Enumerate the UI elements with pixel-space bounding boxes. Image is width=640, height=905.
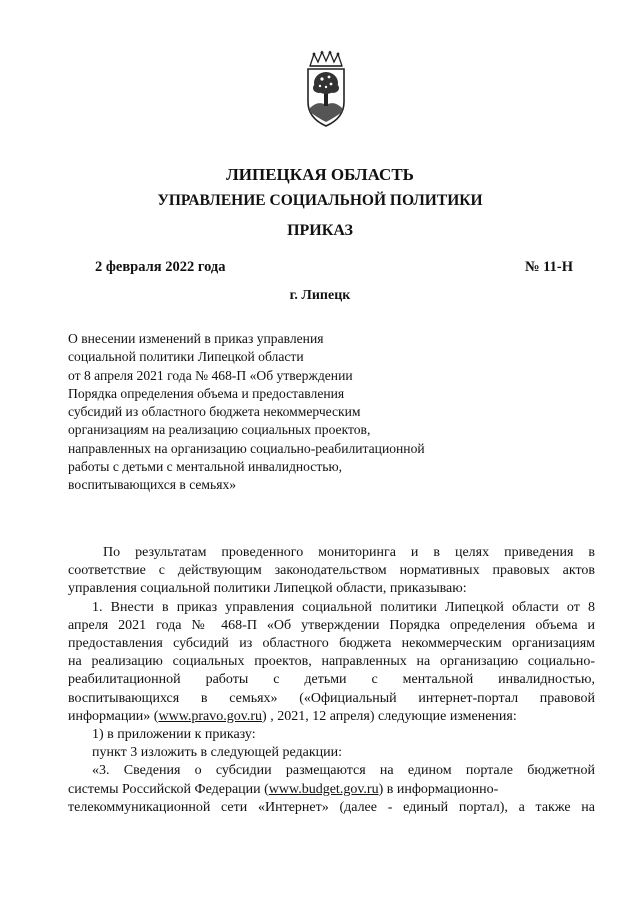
budget-link[interactable]: www.budget.gov.ru <box>268 781 379 797</box>
pravo-link[interactable]: www.pravo.gov.ru <box>158 708 263 724</box>
body-line: реабилитационной работы с детьми с ментальной инвалидностью, <box>68 672 595 688</box>
body-line: 1. Внести в приказ управления социальной политики Липецкой области от 8 <box>92 599 595 615</box>
subject-line: социальной политики Липецкой области <box>68 349 304 365</box>
body-line: 1) в приложении к приказу: <box>92 727 256 743</box>
body-line: пункт 3 изложить в следующей редакции: <box>92 745 342 761</box>
body-line: апреля 2021 года № 468-П «Об утверждении Порядка определения объема и <box>68 617 595 633</box>
document-date: 2 февраля 2022 года <box>95 259 226 275</box>
body-line: воспитывающихся в семьях» («Официальный интернет-портал правовой <box>68 690 595 706</box>
subject-line: О внесении изменений в приказ управления <box>68 331 324 346</box>
document-subject <box>68 330 425 495</box>
body-line <box>68 708 595 726</box>
subject-line: организациям на реализацию социальных проектов, <box>68 422 371 438</box>
body-line: По результатам проведенного мониторинга и в целях приведения в <box>103 545 595 560</box>
body-text: ) , 2021, 12 апреля) следующие изменения: <box>262 708 517 724</box>
body-line: на реализацию социальных проектов, направленных на организацию социально- <box>68 654 595 670</box>
document-city: г. Липецк <box>289 288 351 303</box>
body-line: управления социальной политики Липецкой области, приказываю: <box>68 581 467 597</box>
body-text: информации» ( <box>68 708 159 724</box>
region-title: ЛИПЕЦКАЯ ОБЛАСТЬ <box>226 165 414 184</box>
body-line <box>68 781 595 799</box>
subject-line: воспитывающихся в семьях» <box>68 477 237 493</box>
department-title: УПРАВЛЕНИЕ СОЦИАЛЬНОЙ ПОЛИТИКИ <box>157 192 483 209</box>
subject-line: субсидий из областного бюджета некоммерческим <box>68 404 361 420</box>
body-line: «3. Сведения о субсидии размещаются на едином портале бюджетной <box>92 763 595 779</box>
document-body <box>68 544 595 817</box>
body-line: предоставления субсидий из областного бюджета некоммерческим организациям <box>68 636 595 652</box>
document-type: ПРИКАЗ <box>287 222 353 239</box>
subject-line: Порядка определения объема и предоставления <box>68 385 345 401</box>
subject-line: работы с детьми с ментальной инвалидностью, <box>68 459 343 475</box>
subject-line: от 8 апреля 2021 года № 468-П «Об утверждении <box>68 367 353 383</box>
coat-of-arms-icon <box>298 50 354 128</box>
body-text: системы Российской Федерации (www.budget.gov.ru) в информационно- <box>68 781 499 797</box>
body-line: соответствие с действующим законодательством нормативных правовых актов <box>68 563 595 579</box>
subject-line: направленных на организацию социально-реабилитационной <box>68 440 425 456</box>
document-number: № 11-Н <box>524 259 573 275</box>
body-line: телекоммуникационной сети «Интернет» (далее - единый портал), а также на <box>68 799 595 815</box>
